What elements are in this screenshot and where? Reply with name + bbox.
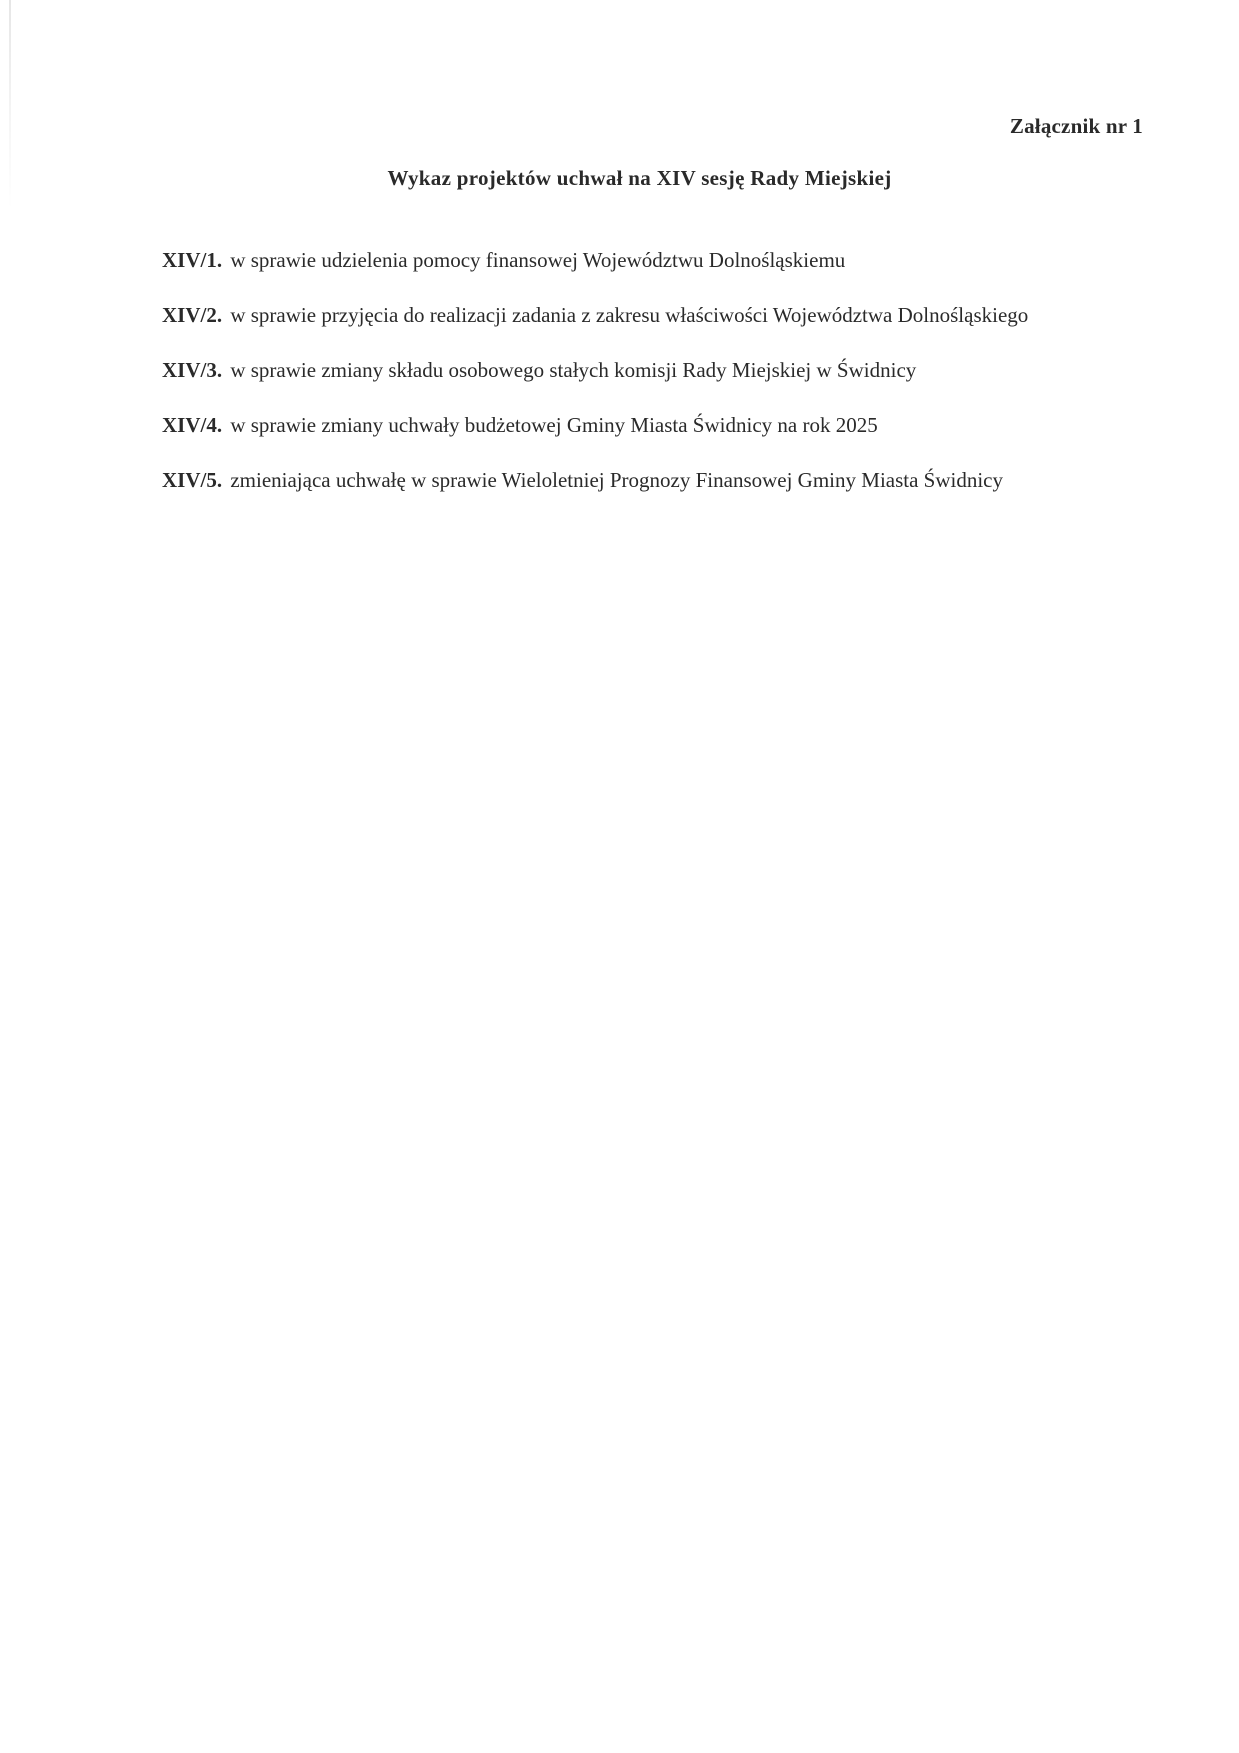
attachment-label: Załącznik nr 1 <box>1009 114 1143 138</box>
list-item <box>162 246 1146 274</box>
item-text: w sprawie zmiany składu osobowego stałych komisji Rady Miejskiej w Świdnicy <box>230 358 917 382</box>
item-text: w sprawie udzielenia pomocy finansowej Województwu Dolnośląskiemu <box>230 248 846 272</box>
list-item <box>162 411 1146 439</box>
list-item <box>162 356 1146 384</box>
item-number: XIV/3. <box>162 358 223 382</box>
item-number: XIV/4. <box>162 413 223 437</box>
item-text: w sprawie przyjęcia do realizacji zadania z zakresu właściwości Województwa Dolnośląskiego <box>230 303 1029 327</box>
list-item <box>162 466 1146 494</box>
item-number: XIV/2. <box>162 303 223 327</box>
item-text: w sprawie zmiany uchwały budżetowej Gminy Miasta Świdnicy na rok 2025 <box>230 413 878 437</box>
resolution-list <box>162 246 1146 521</box>
item-number: XIV/5. <box>162 468 223 492</box>
item-number: XIV/1. <box>162 248 223 272</box>
item-text: zmieniająca uchwałę w sprawie Wieloletniej Prognozy Finansowej Gminy Miasta Świdnicy <box>230 468 1004 492</box>
list-item <box>162 301 1146 329</box>
document-title: Wykaz projektów uchwał na XIV sesję Rady Miejskiej <box>387 166 892 190</box>
